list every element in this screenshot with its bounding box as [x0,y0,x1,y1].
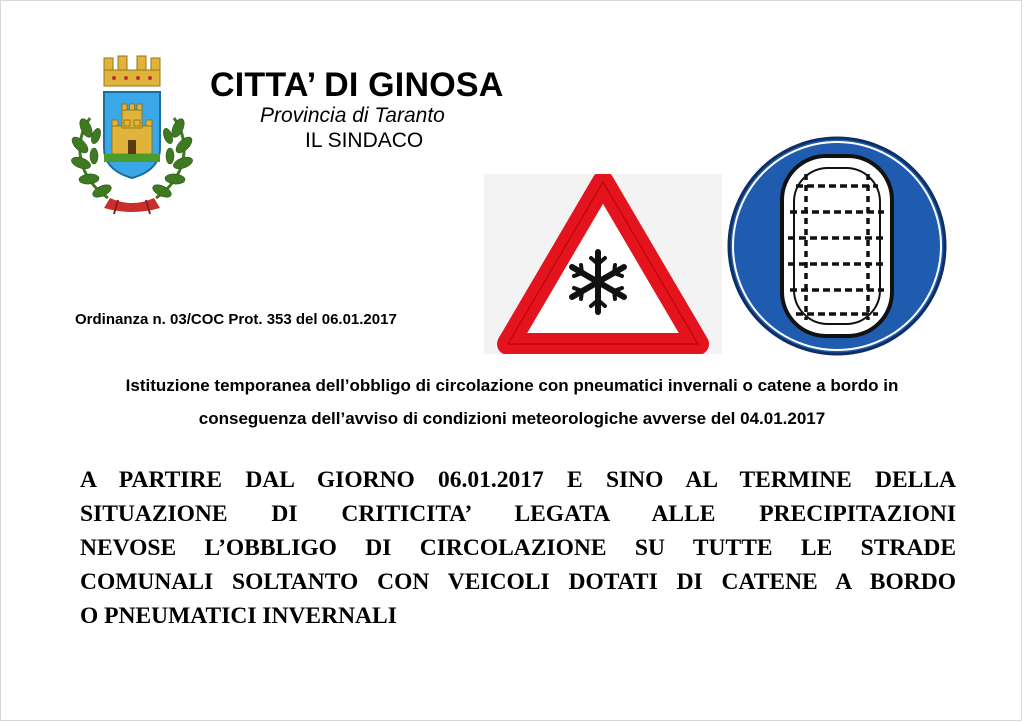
province-name: Provincia di Taranto [260,104,445,127]
subject-line-1: Istituzione temporanea dell’obbligo di circolazione con pneumatici invernali o catene a bordo in [125,376,899,395]
snow-chains-mandatory-sign-icon [724,134,950,358]
notice-line-5: O PNEUMATICI INVERNALI [80,603,397,629]
ordinance-reference: Ordinanza n. 03/COC Prot. 353 del 06.01.2017 [75,311,397,328]
notice-line-4: COMUNALI SOLTANTO CON VEICOLI DOTATI DI CATENE A BORDO [80,569,956,595]
notice-line-1: A PARTIRE DAL GIORNO 06.01.2017 E SINO AL TERMINE DELLA [80,467,956,493]
notice-line-2: SITUAZIONE DI CRITICITA’ LEGATA ALLE PRECIPITAZIONI [80,501,956,527]
notice-line-3: NEVOSE L’OBBLIGO DI CIRCOLAZIONE SU TUTTE LE STRADE [80,535,956,561]
mayor-title: IL SINDACO [305,129,424,152]
ice-snow-warning-sign-icon [484,174,722,354]
subject-line-2: conseguenza dell’avviso di condizioni meteorologiche avverse del 04.01.2017 [198,409,826,428]
city-name: CITTA’ DI GINOSA [210,66,504,104]
warning-sign-panel [484,174,722,354]
coat-of-arms-icon [68,48,196,216]
